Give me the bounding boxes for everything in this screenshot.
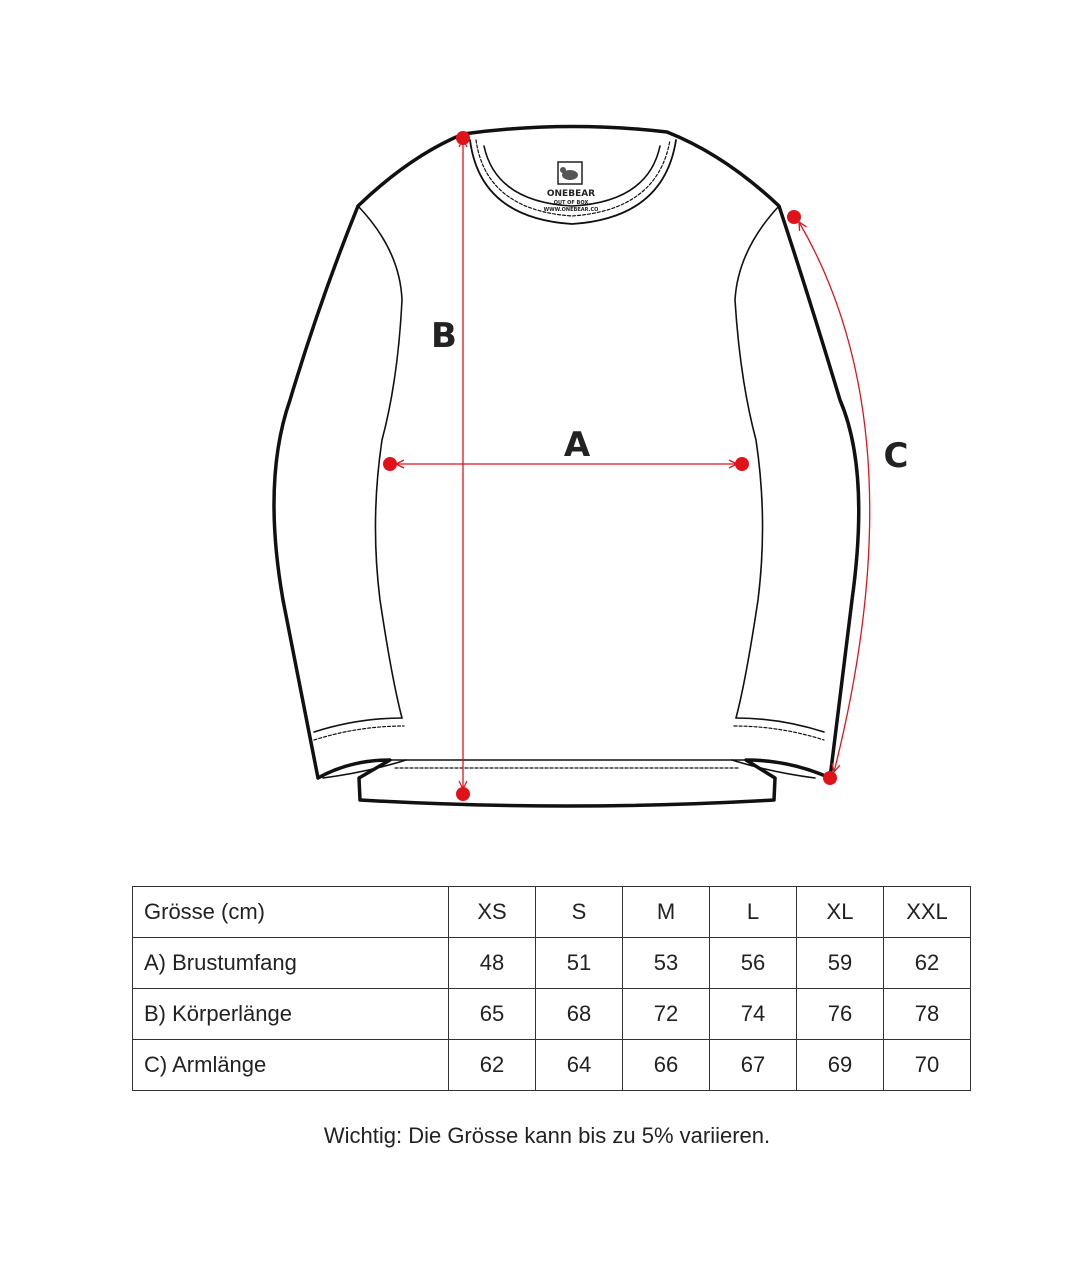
size-header: L xyxy=(710,887,797,938)
brand-name: ONEBEAR xyxy=(546,189,596,199)
table-row xyxy=(133,989,971,1040)
brand-website: WWW.ONEBEAR.CO xyxy=(543,207,599,213)
table-cell: 76 xyxy=(797,989,884,1040)
size-header: XS xyxy=(449,887,536,938)
table-cell: 70 xyxy=(884,1040,971,1091)
table-cell: 62 xyxy=(884,938,971,989)
header-label: Grösse (cm) xyxy=(133,887,449,938)
measure-chest xyxy=(383,425,749,471)
measure-sleeve-length xyxy=(787,210,908,785)
size-header: S xyxy=(536,887,623,938)
sweatshirt-outline xyxy=(274,126,859,806)
table-cell: 78 xyxy=(884,989,971,1040)
table-cell: 64 xyxy=(536,1040,623,1091)
table-cell: 62 xyxy=(449,1040,536,1091)
measure-body-length xyxy=(431,131,470,801)
table-row xyxy=(133,938,971,989)
table-cell: 53 xyxy=(623,938,710,989)
brand-label xyxy=(544,162,599,213)
bear-logo-icon xyxy=(558,162,582,184)
table-cell: 56 xyxy=(710,938,797,989)
table-cell: 69 xyxy=(797,1040,884,1091)
brand-tagline: OUT OF BOX xyxy=(553,200,589,206)
row-label: A) Brustumfang xyxy=(133,938,449,989)
table-row xyxy=(133,1040,971,1091)
row-label: C) Armlänge xyxy=(133,1040,449,1091)
table-cell: 66 xyxy=(623,1040,710,1091)
size-header: XL xyxy=(797,887,884,938)
size-header: XXL xyxy=(884,887,971,938)
size-table xyxy=(132,886,971,1091)
row-label: B) Körperlänge xyxy=(133,989,449,1040)
table-cell: 74 xyxy=(710,989,797,1040)
table-cell: 72 xyxy=(623,989,710,1040)
table-cell: 59 xyxy=(797,938,884,989)
label-a: A xyxy=(563,425,591,465)
label-b: B xyxy=(431,316,457,356)
label-c: C xyxy=(883,436,909,476)
table-cell: 51 xyxy=(536,938,623,989)
table-cell: 48 xyxy=(449,938,536,989)
table-cell: 65 xyxy=(449,989,536,1040)
table-header-row xyxy=(133,887,971,938)
table-cell: 68 xyxy=(536,989,623,1040)
size-header: M xyxy=(623,887,710,938)
table-cell: 67 xyxy=(710,1040,797,1091)
size-variance-note: Wichtig: Die Grösse kann bis zu 5% variieren. xyxy=(323,1123,771,1148)
